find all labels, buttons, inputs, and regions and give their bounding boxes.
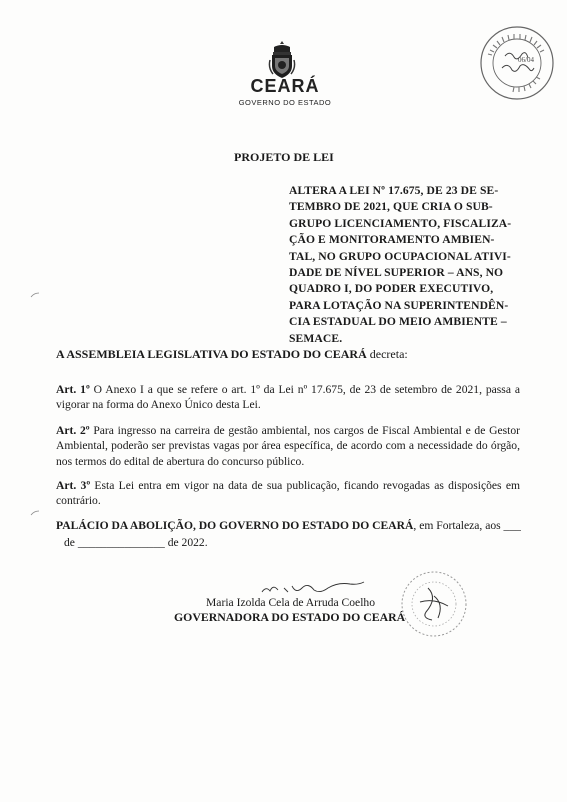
summary-line: QUADRO I, DO PODER EXECUTIVO, bbox=[289, 282, 494, 296]
summary-line: GRUPO LICENCIAMENTO, FISCALIZA- bbox=[289, 216, 512, 230]
article-label: Art. 1º bbox=[56, 383, 90, 396]
closing-formula bbox=[56, 517, 526, 551]
enacting-clause-bold: A ASSEMBLEIA LEGISLATIVA DO ESTADO DO CEARÁ bbox=[56, 347, 367, 361]
signatory-role: GOVERNADORA DO ESTADO DO CEARÁ bbox=[174, 610, 406, 624]
stamp-date: 06/04 bbox=[518, 56, 534, 64]
bill-summary bbox=[289, 183, 519, 347]
summary-line: TAL, NO GRUPO OCUPACIONAL ATIVI- bbox=[289, 249, 511, 263]
summary-line: DADE DE NÍVEL SUPERIOR – ANS, NO bbox=[289, 266, 504, 280]
government-subtitle: GOVERNO DO ESTADO bbox=[238, 98, 332, 107]
closing-rest: , em Fortaleza, aos ___ bbox=[413, 519, 521, 532]
signatory-name: Maria Izolda Cela de Arruda Coelho bbox=[206, 596, 376, 609]
article-label: Art. 2º bbox=[56, 424, 90, 437]
summary-line: ÇÃO E MONITORAMENTO AMBIEN- bbox=[289, 233, 495, 247]
article-label: Art. 3º bbox=[56, 479, 91, 492]
article-1 bbox=[56, 382, 520, 413]
summary-line: SEMACE. bbox=[289, 331, 343, 345]
summary-line: CIA ESTADUAL DO MEIO AMBIENTE – bbox=[289, 315, 507, 329]
article-text: Esta Lei entra em vigor na data de sua publicação, ficando revogadas as disposições em contrário. bbox=[56, 479, 520, 508]
official-seal bbox=[398, 568, 470, 640]
enacting-clause-rest: decreta: bbox=[366, 347, 408, 361]
article-2 bbox=[56, 423, 520, 469]
article-text: O Anexo I a que se refere o art. 1º da Lei nº 17.675, de 23 de setembro de 2021, passa a vigorar na forma do Anexo Único desta Lei. bbox=[56, 383, 520, 412]
article-3 bbox=[56, 478, 520, 509]
summary-line: ALTERA A LEI Nº 17.675, DE 23 DE SE- bbox=[289, 184, 499, 197]
protocol-stamp bbox=[478, 24, 556, 102]
margin-mark bbox=[30, 292, 40, 298]
summary-line: TEMBRO DE 2021, QUE CRIA O SUB- bbox=[289, 200, 493, 214]
bill-heading: PROJETO DE LEI bbox=[234, 150, 334, 164]
closing-date-line: de _______________ de 2022. bbox=[64, 536, 208, 549]
article-text: Para ingresso na carreira de gestão ambiental, nos cargos de Fiscal Ambiental e de Gestor Ambiental, poderão ser previstas vagas por área específica, de acordo com a necessidade do órgão, nos termos do edital de abertura do concurso público. bbox=[56, 424, 520, 468]
handwritten-signature bbox=[258, 576, 368, 598]
state-title: CEARÁ bbox=[250, 76, 320, 96]
coat-of-arms-icon bbox=[268, 40, 296, 80]
margin-mark bbox=[30, 510, 40, 516]
summary-line: PARA LOTAÇÃO NA SUPERINTENDÊN- bbox=[289, 298, 509, 312]
closing-bold: PALÁCIO DA ABOLIÇÃO, DO GOVERNO DO ESTADO DO CEARÁ bbox=[56, 519, 414, 532]
enacting-clause bbox=[56, 347, 408, 362]
